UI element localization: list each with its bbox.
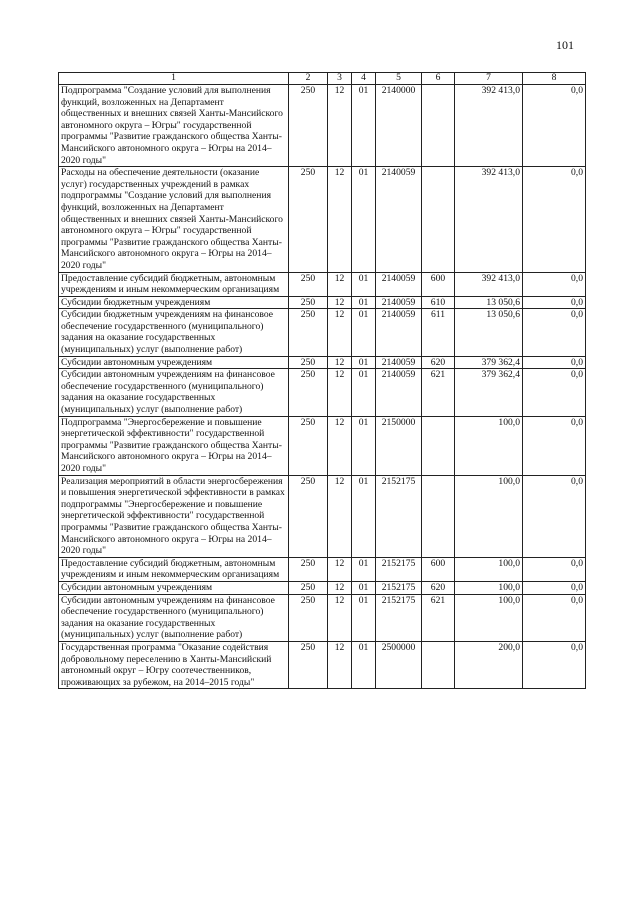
target-article-cell: 2500000 [376, 641, 422, 688]
amount-cell-2: 0,0 [523, 272, 586, 296]
target-article-cell: 2150000 [376, 416, 422, 475]
expense-type-cell: 620 [422, 581, 455, 594]
amount-cell-2: 0,0 [523, 557, 586, 581]
table-row [59, 369, 586, 416]
expense-type-cell: 621 [422, 369, 455, 416]
row-name-cell: Субсидии автономным учреждениям [59, 356, 289, 369]
target-article-cell: 2152175 [376, 594, 422, 641]
expense-type-cell [422, 85, 455, 167]
subsection-cell: 01 [352, 581, 376, 594]
amount-cell: 392 413,0 [455, 167, 523, 272]
amount-cell-2: 0,0 [523, 167, 586, 272]
subsection-cell: 01 [352, 85, 376, 167]
section-cell: 12 [328, 167, 352, 272]
row-name-cell: Подпрограмма "Создание условий для выполнения функций, возложенных на Департамент общественных и внешних связей Ханты-Мансийского автономного округа – Югры" государственной программы "Развитие гражданского общества Ханты-Мансийского автономного округа – Югры на 2014–2020 годы" [59, 85, 289, 167]
expense-type-cell [422, 641, 455, 688]
section-cell: 12 [328, 309, 352, 356]
column-header: 1 [59, 73, 289, 85]
column-header: 2 [289, 73, 328, 85]
target-article-cell: 2152175 [376, 557, 422, 581]
admin-code-cell: 250 [289, 309, 328, 356]
amount-cell: 100,0 [455, 581, 523, 594]
subsection-cell: 01 [352, 416, 376, 475]
subsection-cell: 01 [352, 557, 376, 581]
amount-cell-2: 0,0 [523, 475, 586, 557]
amount-cell-2: 0,0 [523, 594, 586, 641]
row-name-cell: Субсидии автономным учреждениям на финансовое обеспечение государственного (муниципального) задания на оказание государственных (муниципальных) услуг (выполнение работ) [59, 369, 289, 416]
table-row [59, 356, 586, 369]
amount-cell: 392 413,0 [455, 85, 523, 167]
subsection-cell: 01 [352, 356, 376, 369]
expense-type-cell: 611 [422, 309, 455, 356]
table-row [59, 641, 586, 688]
table-row [59, 475, 586, 557]
column-header: 4 [352, 73, 376, 85]
admin-code-cell: 250 [289, 557, 328, 581]
column-header: 5 [376, 73, 422, 85]
subsection-cell: 01 [352, 594, 376, 641]
admin-code-cell: 250 [289, 296, 328, 309]
amount-cell-2: 0,0 [523, 296, 586, 309]
table-row [59, 296, 586, 309]
expense-type-cell: 600 [422, 557, 455, 581]
table-row [59, 309, 586, 356]
amount-cell: 392 413,0 [455, 272, 523, 296]
amount-cell: 100,0 [455, 475, 523, 557]
admin-code-cell: 250 [289, 272, 328, 296]
column-header: 7 [455, 73, 523, 85]
row-name-cell: Субсидии автономным учреждениям на финансовое обеспечение государственного (муниципального) задания на оказание государственных (муниципальных) услуг (выполнение работ) [59, 594, 289, 641]
budget-table [58, 72, 586, 689]
amount-cell: 200,0 [455, 641, 523, 688]
section-cell: 12 [328, 272, 352, 296]
target-article-cell: 2140059 [376, 296, 422, 309]
expense-type-cell: 621 [422, 594, 455, 641]
subsection-cell: 01 [352, 272, 376, 296]
table-row [59, 85, 586, 167]
subsection-cell: 01 [352, 641, 376, 688]
subsection-cell: 01 [352, 309, 376, 356]
amount-cell: 13 050,6 [455, 296, 523, 309]
admin-code-cell: 250 [289, 416, 328, 475]
section-cell: 12 [328, 641, 352, 688]
row-name-cell: Реализация мероприятий в области энергосбережения и повышения энергетической эффективности в рамках подпрограммы "Энергосбережение и повышение энергетической эффективности" государственной программы "Развитие гражданского общества Ханты-Мансийского автономного округа – Югры на 2014–2020 годы" [59, 475, 289, 557]
table-header-row [59, 73, 586, 85]
table-row [59, 581, 586, 594]
section-cell: 12 [328, 85, 352, 167]
column-header: 8 [523, 73, 586, 85]
section-cell: 12 [328, 296, 352, 309]
section-cell: 12 [328, 594, 352, 641]
subsection-cell: 01 [352, 167, 376, 272]
row-name-cell: Государственная программа "Оказание содействия добровольному переселению в Ханты-Мансийский автономный округ – Югру соотечественников, проживающих за рубежом, на 2014–2015 годы" [59, 641, 289, 688]
amount-cell: 379 362,4 [455, 356, 523, 369]
section-cell: 12 [328, 356, 352, 369]
table-row [59, 272, 586, 296]
section-cell: 12 [328, 369, 352, 416]
subsection-cell: 01 [352, 475, 376, 557]
expense-type-cell: 600 [422, 272, 455, 296]
target-article-cell: 2140059 [376, 369, 422, 416]
expense-type-cell: 610 [422, 296, 455, 309]
column-header: 6 [422, 73, 455, 85]
amount-cell: 100,0 [455, 594, 523, 641]
amount-cell-2: 0,0 [523, 416, 586, 475]
row-name-cell: Субсидии автономным учреждениям [59, 581, 289, 594]
admin-code-cell: 250 [289, 356, 328, 369]
target-article-cell: 2152175 [376, 581, 422, 594]
table-row [59, 557, 586, 581]
amount-cell: 13 050,6 [455, 309, 523, 356]
admin-code-cell: 250 [289, 85, 328, 167]
row-name-cell: Предоставление субсидий бюджетным, автономным учреждениям и иным некоммерческим организациям [59, 557, 289, 581]
target-article-cell: 2140059 [376, 309, 422, 356]
section-cell: 12 [328, 416, 352, 475]
row-name-cell: Субсидии бюджетным учреждениям на финансовое обеспечение государственного (муниципального) задания на оказание государственных (муниципальных) услуг (выполнение работ) [59, 309, 289, 356]
amount-cell-2: 0,0 [523, 581, 586, 594]
amount-cell: 379 362,4 [455, 369, 523, 416]
target-article-cell: 2140059 [376, 272, 422, 296]
expense-type-cell [422, 416, 455, 475]
amount-cell-2: 0,0 [523, 641, 586, 688]
amount-cell-2: 0,0 [523, 85, 586, 167]
amount-cell-2: 0,0 [523, 356, 586, 369]
table-row [59, 167, 586, 272]
section-cell: 12 [328, 581, 352, 594]
column-header: 3 [328, 73, 352, 85]
admin-code-cell: 250 [289, 369, 328, 416]
subsection-cell: 01 [352, 369, 376, 416]
amount-cell: 100,0 [455, 557, 523, 581]
page-number: 101 [556, 38, 574, 52]
admin-code-cell: 250 [289, 594, 328, 641]
expense-type-cell: 620 [422, 356, 455, 369]
target-article-cell: 2140000 [376, 85, 422, 167]
row-name-cell: Расходы на обеспечение деятельности (оказание услуг) государственных учреждений в рамках подпрограммы "Создание условий для выполнения функций, возложенных на Департамент общественных и внешних связей Ханты-Мансийского автономного округа – Югры" государственной программы "Развитие гражданского общества Ханты-Мансийского автономного округа – Югры на 2014–2020 годы" [59, 167, 289, 272]
row-name-cell: Субсидии бюджетным учреждениям [59, 296, 289, 309]
table-row [59, 416, 586, 475]
target-article-cell: 2140059 [376, 356, 422, 369]
admin-code-cell: 250 [289, 475, 328, 557]
subsection-cell: 01 [352, 296, 376, 309]
row-name-cell: Подпрограмма "Энергосбережение и повышение энергетической эффективности" государственной программы "Развитие гражданского общества Ханты-Мансийского автономного округа – Югры на 2014–2020 годы" [59, 416, 289, 475]
amount-cell: 100,0 [455, 416, 523, 475]
section-cell: 12 [328, 557, 352, 581]
admin-code-cell: 250 [289, 167, 328, 272]
admin-code-cell: 250 [289, 641, 328, 688]
amount-cell-2: 0,0 [523, 309, 586, 356]
row-name-cell: Предоставление субсидий бюджетным, автономным учреждениям и иным некоммерческим организациям [59, 272, 289, 296]
expense-type-cell [422, 475, 455, 557]
expense-type-cell [422, 167, 455, 272]
table-row [59, 594, 586, 641]
target-article-cell: 2152175 [376, 475, 422, 557]
target-article-cell: 2140059 [376, 167, 422, 272]
admin-code-cell: 250 [289, 581, 328, 594]
section-cell: 12 [328, 475, 352, 557]
amount-cell-2: 0,0 [523, 369, 586, 416]
